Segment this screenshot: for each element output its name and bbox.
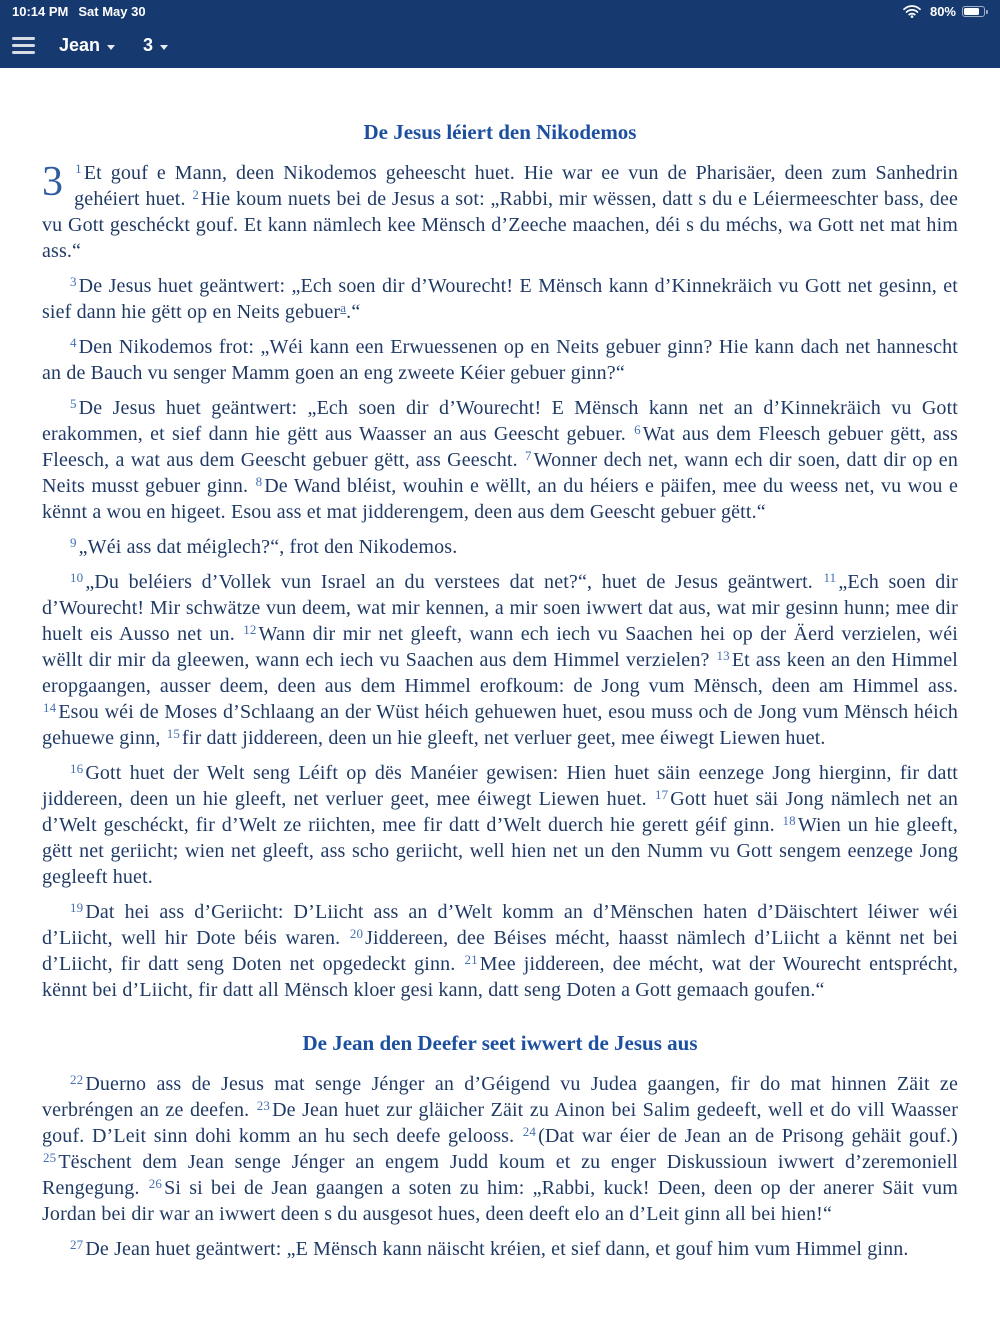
footnote-marker[interactable]: a [340,300,347,315]
verse-number: 11 [823,570,837,585]
verse-number: 2 [192,187,199,202]
verse-text: Dat hei ass d’Geriicht: D’Liicht ass an d’Welt komm an d’Mënschen haten d’Däischtert léiwer wéi d’Liicht, well hir Dote béis waren. [42,901,958,949]
verse-number: 5 [70,396,77,411]
scripture-paragraph[interactable] [42,273,958,325]
section-heading: De Jean den Deefer seet iwwert de Jesus aus [302,1031,698,1055]
verse-number: 20 [349,926,364,941]
verse-number: 12 [243,622,257,637]
verse-number: 15 [166,726,181,741]
scripture-paragraph[interactable] [42,1071,958,1227]
verse-number: 26 [148,1176,163,1191]
verse-text: Wonner dech net, wann ech dir soen, datt dir op en Neits musst gebuer ginn. [42,449,958,497]
verse-text: Et gouf e Mann, deen Nikodemos geheescht huet. Hie war ee vun de Pharisäer, deen zum Sanhedrin gehéiert huet. [74,162,958,210]
verse-text: De Jesus huet geäntwert: „Ech soen dir d’Wourecht! E Mënsch kann net an d’Kinnekräich vu Gott erakommen, et sief dann hie gëtt aus Waasser an aus Geescht gebuer. [42,397,958,445]
verse-text: Wat aus dem Fleesch gebuer gëtt, ass Fleesch, a wat aus dem Geescht gebuer gëtt, ass Geescht. [42,423,958,471]
scripture-view[interactable] [0,68,1000,1334]
chapter-number: 3 [42,159,64,205]
scripture-paragraph[interactable] [42,395,958,525]
verse-text: Si si bei de Jean gaangen a soten zu him: „Rabbi, kuck! Deen, deen op der anerer Säit vum Jordan bei dir war an iwwert deen s du ausgesot hues, deen deeft elo an d’Leit ginn all bei hien!“ [42,1177,958,1225]
verse-text: Hie koum nuets bei de Jesus a sot: „Rabbi, mir wëssen, datt s du e Léiermeeschter bass, dee vu Gott geschéckt gouf. Et kann nämlech kee Mënsch d’Zeeche maachen, déi s du méchs, wa Gott net mat him ass.“ [42,188,958,262]
verse-number: 13 [716,648,730,663]
verse-text: Gott huet der Welt seng Léift op dës Manéier gewisen: Hien huet säin eenzege Jong hierginn, fir datt jiddereen, deen un hie gleeft, net verluer geet, mee éiwegt Liewen huet. [42,762,958,810]
verse-number: 3 [70,274,77,289]
battery-fill [964,8,979,15]
verse-text: De Wand bléist, wouhin e wëllt, an du héiers e päifen, mee du weess net, vu wou e kënnt a wou en higeet. Esou ass et mat jidderengem, deen aus dem Geescht gebuer gëtt.“ [42,475,958,523]
battery-icon [962,6,988,17]
chevron-down-icon [107,45,115,50]
verse-number: 9 [70,535,77,550]
status-bar [0,0,1000,23]
verse-number: 16 [70,761,84,776]
verse-text: De Jesus huet geäntwert: „Ech soen dir d’Wourecht! E Mënsch kann d’Kinnekräich vu Gott net gesinn, et sief dann hie gëtt op en Neits gebuer [42,275,958,323]
battery-percent: 80% [929,4,956,19]
section-heading: De Jesus léiert den Nikodemos [363,120,637,144]
verse-number: 8 [255,474,263,489]
verse-number: 7 [524,448,532,463]
wifi-icon [903,5,921,18]
verse-number: 19 [70,900,84,915]
verse-number: 25 [43,1150,57,1165]
verse-number: 17 [654,787,669,802]
scripture-paragraph[interactable] [42,334,958,386]
top-bar [0,0,1000,68]
nav-bar [0,23,1000,68]
menu-icon[interactable] [12,37,35,54]
verse-text: De Jean huet zur gläicher Zäit zu Ainon bei Salim gedeeft, well et do vill Waasser gouf. D’Leit sinn dohi komm an hu sech deefe gelooss. [42,1099,959,1147]
verse-number: 1 [75,161,82,176]
verse-text: Wann dir mir net gleeft, wann ech iech vu Saachen hei op der Äerd verzielen, wéi wëllt dir mir da gleewen, wann ech iech vu Saachen aus dem Himmel verzielen? [42,623,958,671]
verse-text: Esou wéi de Moses d’Schlaang an der Wüst héich gehuewen huet, esou muss och de Jong vum Mënsch héich gehuewe ginn, [42,701,958,749]
verse-number: 27 [70,1237,84,1252]
verse-text: (Dat war éier de Jean an de Prisong gehäit gouf.) [538,1125,958,1147]
verse-text: „Wéi ass dat méiglech?“, frot den Nikodemos. [78,536,458,558]
verse-text: Wien un hie gleeft, gëtt net geriicht; wien net gleeft, ass scho geriicht, well hien net un den Numm vu Gott sengem eenzege Jong gegleeft huet. [42,814,958,888]
book-selector[interactable] [59,35,115,56]
verse-number: 6 [634,422,641,437]
scripture-paragraph[interactable] [42,1236,958,1262]
verse-text: Jiddereen, dee Béises mécht, haasst nämlech d’Liicht a kënnt net bei d’Liicht, fir datt seng Doten net opgedeckt ginn. [42,927,958,975]
verse-text: „Du beléiers d’Vollek vun Israel an du verstees dat net?“, huet de Jesus geäntwert. [85,571,823,593]
verse-text: Et ass keen an den Himmel eropgaangen, ausser deem, deen aus dem Himmel erofkoum: de Jong vum Mënsch, deen am Himmel ass. [42,649,958,697]
verse-number: 23 [256,1098,271,1113]
status-date: Sat May 30 [78,4,146,19]
verse-number: 4 [70,335,77,350]
scripture-paragraph[interactable] [42,569,958,751]
verse-number: 24 [522,1124,537,1139]
verse-number: 10 [70,570,84,585]
chapter-selector[interactable] [143,35,168,56]
chevron-down-icon [160,45,168,50]
verse-text: Gott huet säi Jong nämlech net an d’Welt geschéckt, fir d’Welt ze riichten, mee fir datt d’Welt duerch hie gerett géif ginn. [42,788,958,836]
chapter-label: 3 [143,35,154,55]
book-name: Jean [59,35,101,55]
verse-text: Mee jiddereen, dee mécht, wat der Wourecht entsprécht, kënnt bei d’Liicht, fir datt all Mënsch kloer gesi kann, datt seng Doten a Gott gemaach goufen.“ [42,953,958,1001]
verse-text: .“ [346,301,361,323]
verse-number: 21 [464,952,478,967]
verse-number: 14 [43,700,57,715]
scripture-paragraph[interactable] [42,534,958,560]
verse-text: Duerno ass de Jesus mat senge Jénger an d’Géigend vu Judea gaangen, fir do mat hinnen Zäit ze verbréngen an ze deefen. [42,1073,958,1121]
scripture-paragraph[interactable] [42,760,958,890]
verse-text: Den Nikodemos frot: „Wéi kann een Erwuessenen op en Neits gebuer ginn? Hie kann dach net hannescht an de Bauch vu senger Mamm goen an eng zweete Kéier gebuer ginn?“ [42,336,958,384]
scripture-paragraph[interactable] [42,899,958,1003]
verse-text: „Ech soen dir d’Wourecht! Mir schwätze vun deem, wat mir kennen, a mir soen iwwert dat aus, wat mir gesinn hunn; mee dir huelt eis Ausso net un. [42,571,958,645]
verse-text: De Jean huet geäntwert: „E Mënsch kann näischt kréien, et sief dann, et gouf him vum Himmel ginn. [85,1238,909,1260]
verse-number: 18 [782,813,796,828]
scripture-paragraph[interactable] [42,160,958,264]
verse-text: fir datt jiddereen, deen un hie gleeft, net verluer geet, mee éiwegt Liewen huet. [182,727,826,749]
verse-number: 22 [70,1072,84,1087]
verse-text: Tëschent dem Jean senge Jénger an engem Judd koum et zu enger Diskussioun iwwert d’zeremoniell Rengegung. [42,1151,958,1199]
clock: 10:14 PM [12,4,69,19]
